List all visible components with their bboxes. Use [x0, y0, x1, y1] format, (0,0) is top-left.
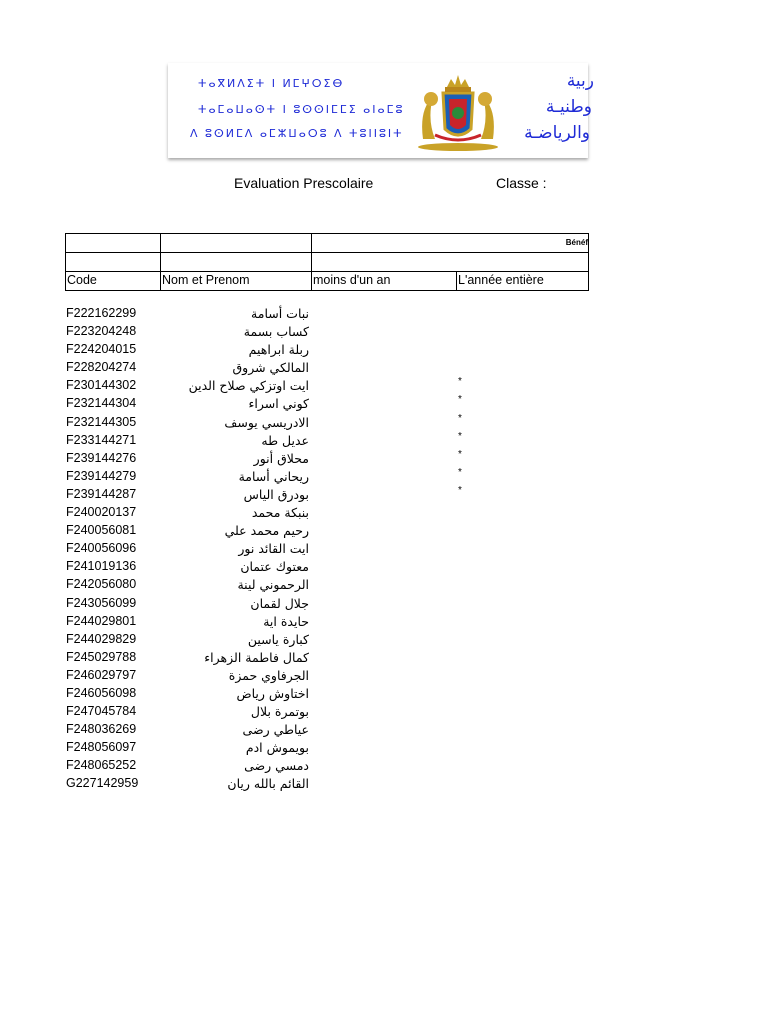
- student-name: ايت اوتزكي صلاح الدين: [188, 378, 309, 394]
- student-name: بودرق الياس: [243, 486, 309, 502]
- table-row: [0, 686, 768, 704]
- student-code: F223204248: [66, 324, 137, 339]
- full-year-mark: *: [458, 448, 462, 460]
- student-list: [0, 306, 768, 795]
- table-row: [0, 484, 768, 505]
- student-code: F239144287: [66, 486, 137, 501]
- table-row: [0, 430, 768, 451]
- student-name: كمال فاطمة الزهراء: [204, 649, 309, 665]
- student-code: F247045784: [66, 704, 137, 719]
- student-name: المالكي شروق: [232, 360, 309, 376]
- arabic-line-1: ربية: [566, 71, 594, 91]
- arabic-line-2: وطنيـة: [545, 97, 592, 117]
- table-row: [0, 378, 768, 396]
- student-name: معتوك عتمان: [240, 559, 309, 575]
- table-row: [0, 722, 768, 740]
- tifinagh-line-3: ⴷ ⵓⵙⵍⵎⴷ ⴰⵎⵣⵡⴰⵔⵓ ⴷ ⵜⵓⵏⵏⵓⵏⵜ: [190, 127, 404, 140]
- table-row: [0, 632, 768, 650]
- full-year-mark: *: [458, 394, 462, 406]
- table-row: [0, 758, 768, 776]
- table-row: [0, 396, 768, 414]
- full-year-mark: *: [458, 484, 462, 496]
- column-header-full-year: L'année entière: [456, 272, 589, 290]
- student-code: F248056097: [66, 740, 137, 755]
- student-code: F245029788: [66, 649, 137, 664]
- student-name: ربلة ابراهيم: [248, 342, 309, 358]
- header-cell: [160, 234, 311, 252]
- royal-emblem-icon: [413, 69, 503, 151]
- table-row: [0, 541, 768, 559]
- header-table: [65, 233, 589, 291]
- student-name: حايدة اية: [263, 613, 309, 629]
- tifinagh-line-2: ⵜⴰⵎⴰⵡⴰⵙⵜ ⵏ ⵓⵙⵙⵏⵎⵎⵉ ⴰⵏⴰⵎⵓ: [198, 103, 405, 116]
- header-row-2: [65, 252, 589, 271]
- student-code: F246029797: [66, 667, 137, 682]
- full-year-mark: *: [458, 376, 462, 388]
- student-name: جلال لقمان: [250, 595, 309, 611]
- student-name: دمسي رضى: [244, 758, 309, 774]
- student-code: F241019136: [66, 559, 137, 574]
- student-code: F222162299: [66, 306, 137, 320]
- student-code: F248065252: [66, 758, 137, 773]
- student-code: F239144276: [66, 450, 137, 465]
- student-code: F240056096: [66, 541, 137, 556]
- table-row: [0, 596, 768, 614]
- table-row: [0, 740, 768, 758]
- table-row: [0, 324, 768, 342]
- student-name: محلاق أنور: [253, 450, 309, 466]
- header-cell: [160, 253, 311, 271]
- table-row: [0, 577, 768, 595]
- student-code: G227142959: [66, 776, 139, 791]
- student-name: ريحاني أسامة: [238, 468, 309, 484]
- student-code: F246056098: [66, 685, 137, 700]
- table-row: [0, 412, 768, 433]
- group-header-label: Bénéf: [565, 238, 588, 247]
- arabic-line-3: والرياضـة: [524, 123, 590, 143]
- student-name: كساب بسمة: [243, 324, 309, 340]
- student-code: F233144271: [66, 432, 137, 447]
- table-row: [0, 505, 768, 523]
- ministry-banner: [168, 63, 594, 158]
- column-header-name: Nom et Prenom: [160, 272, 311, 290]
- table-row: [0, 523, 768, 541]
- tifinagh-line-1: ⵜⴰⴳⵍⴷⵉⵜ ⵏ ⵍⵎⵖⵔⵉⴱ: [198, 77, 345, 90]
- student-name: رحيم محمد علي: [224, 523, 309, 539]
- student-name: القائم بالله ريان: [227, 776, 309, 792]
- student-name: كوني اسراء: [248, 396, 309, 412]
- student-code: F228204274: [66, 360, 137, 375]
- header-row-1: [65, 233, 589, 252]
- table-row: [0, 306, 768, 324]
- student-code: F244029829: [66, 631, 137, 646]
- student-code: F232144305: [66, 414, 137, 429]
- student-name: الجرفاوي حمزة: [228, 667, 309, 683]
- full-year-mark: *: [458, 412, 462, 424]
- student-code: F240056081: [66, 523, 137, 538]
- header-cell: [65, 234, 160, 252]
- table-row: [0, 668, 768, 686]
- column-header-less-than-year: moins d'un an: [311, 272, 456, 290]
- student-name: عديل طه: [261, 432, 309, 448]
- student-code: F224204015: [66, 342, 137, 357]
- table-row: [0, 776, 768, 794]
- classe-label: Classe :: [496, 175, 547, 191]
- student-code: F240020137: [66, 505, 137, 520]
- full-year-mark: *: [458, 430, 462, 442]
- table-row: [0, 559, 768, 577]
- table-row: [0, 466, 768, 487]
- student-code: F248036269: [66, 722, 137, 737]
- student-code: F230144302: [66, 378, 137, 393]
- table-row: [0, 704, 768, 722]
- table-row: [0, 650, 768, 668]
- student-name: بويموش ادم: [245, 740, 309, 756]
- student-code: F242056080: [66, 577, 137, 592]
- header-cell: [65, 253, 160, 271]
- table-row: [0, 448, 768, 469]
- student-name: بوتمرة بلال: [250, 704, 309, 720]
- column-header-code: Code: [65, 272, 160, 290]
- student-name: ايت القائد نور: [238, 541, 309, 557]
- student-name: نبات أسامة: [251, 306, 309, 321]
- full-year-mark: *: [458, 466, 462, 478]
- student-name: الادريسي يوسف: [224, 414, 309, 430]
- header-row-3: [65, 271, 589, 291]
- student-name: بنبكة محمد: [251, 505, 309, 521]
- student-code: F239144279: [66, 468, 137, 483]
- page-title: Evaluation Prescolaire: [234, 175, 374, 191]
- student-name: اختاوش رياض: [236, 685, 309, 701]
- header-cell: [311, 253, 589, 271]
- table-row: [0, 342, 768, 360]
- student-name: عياطي رضى: [242, 722, 309, 738]
- student-code: F243056099: [66, 595, 137, 610]
- student-name: كبارة ياسين: [247, 631, 309, 647]
- student-code: F244029801: [66, 613, 137, 628]
- student-code: F232144304: [66, 396, 137, 411]
- group-header-cell: [311, 234, 589, 252]
- table-row: [0, 360, 768, 378]
- table-row: [0, 614, 768, 632]
- student-name: الرحموني لينة: [237, 577, 309, 593]
